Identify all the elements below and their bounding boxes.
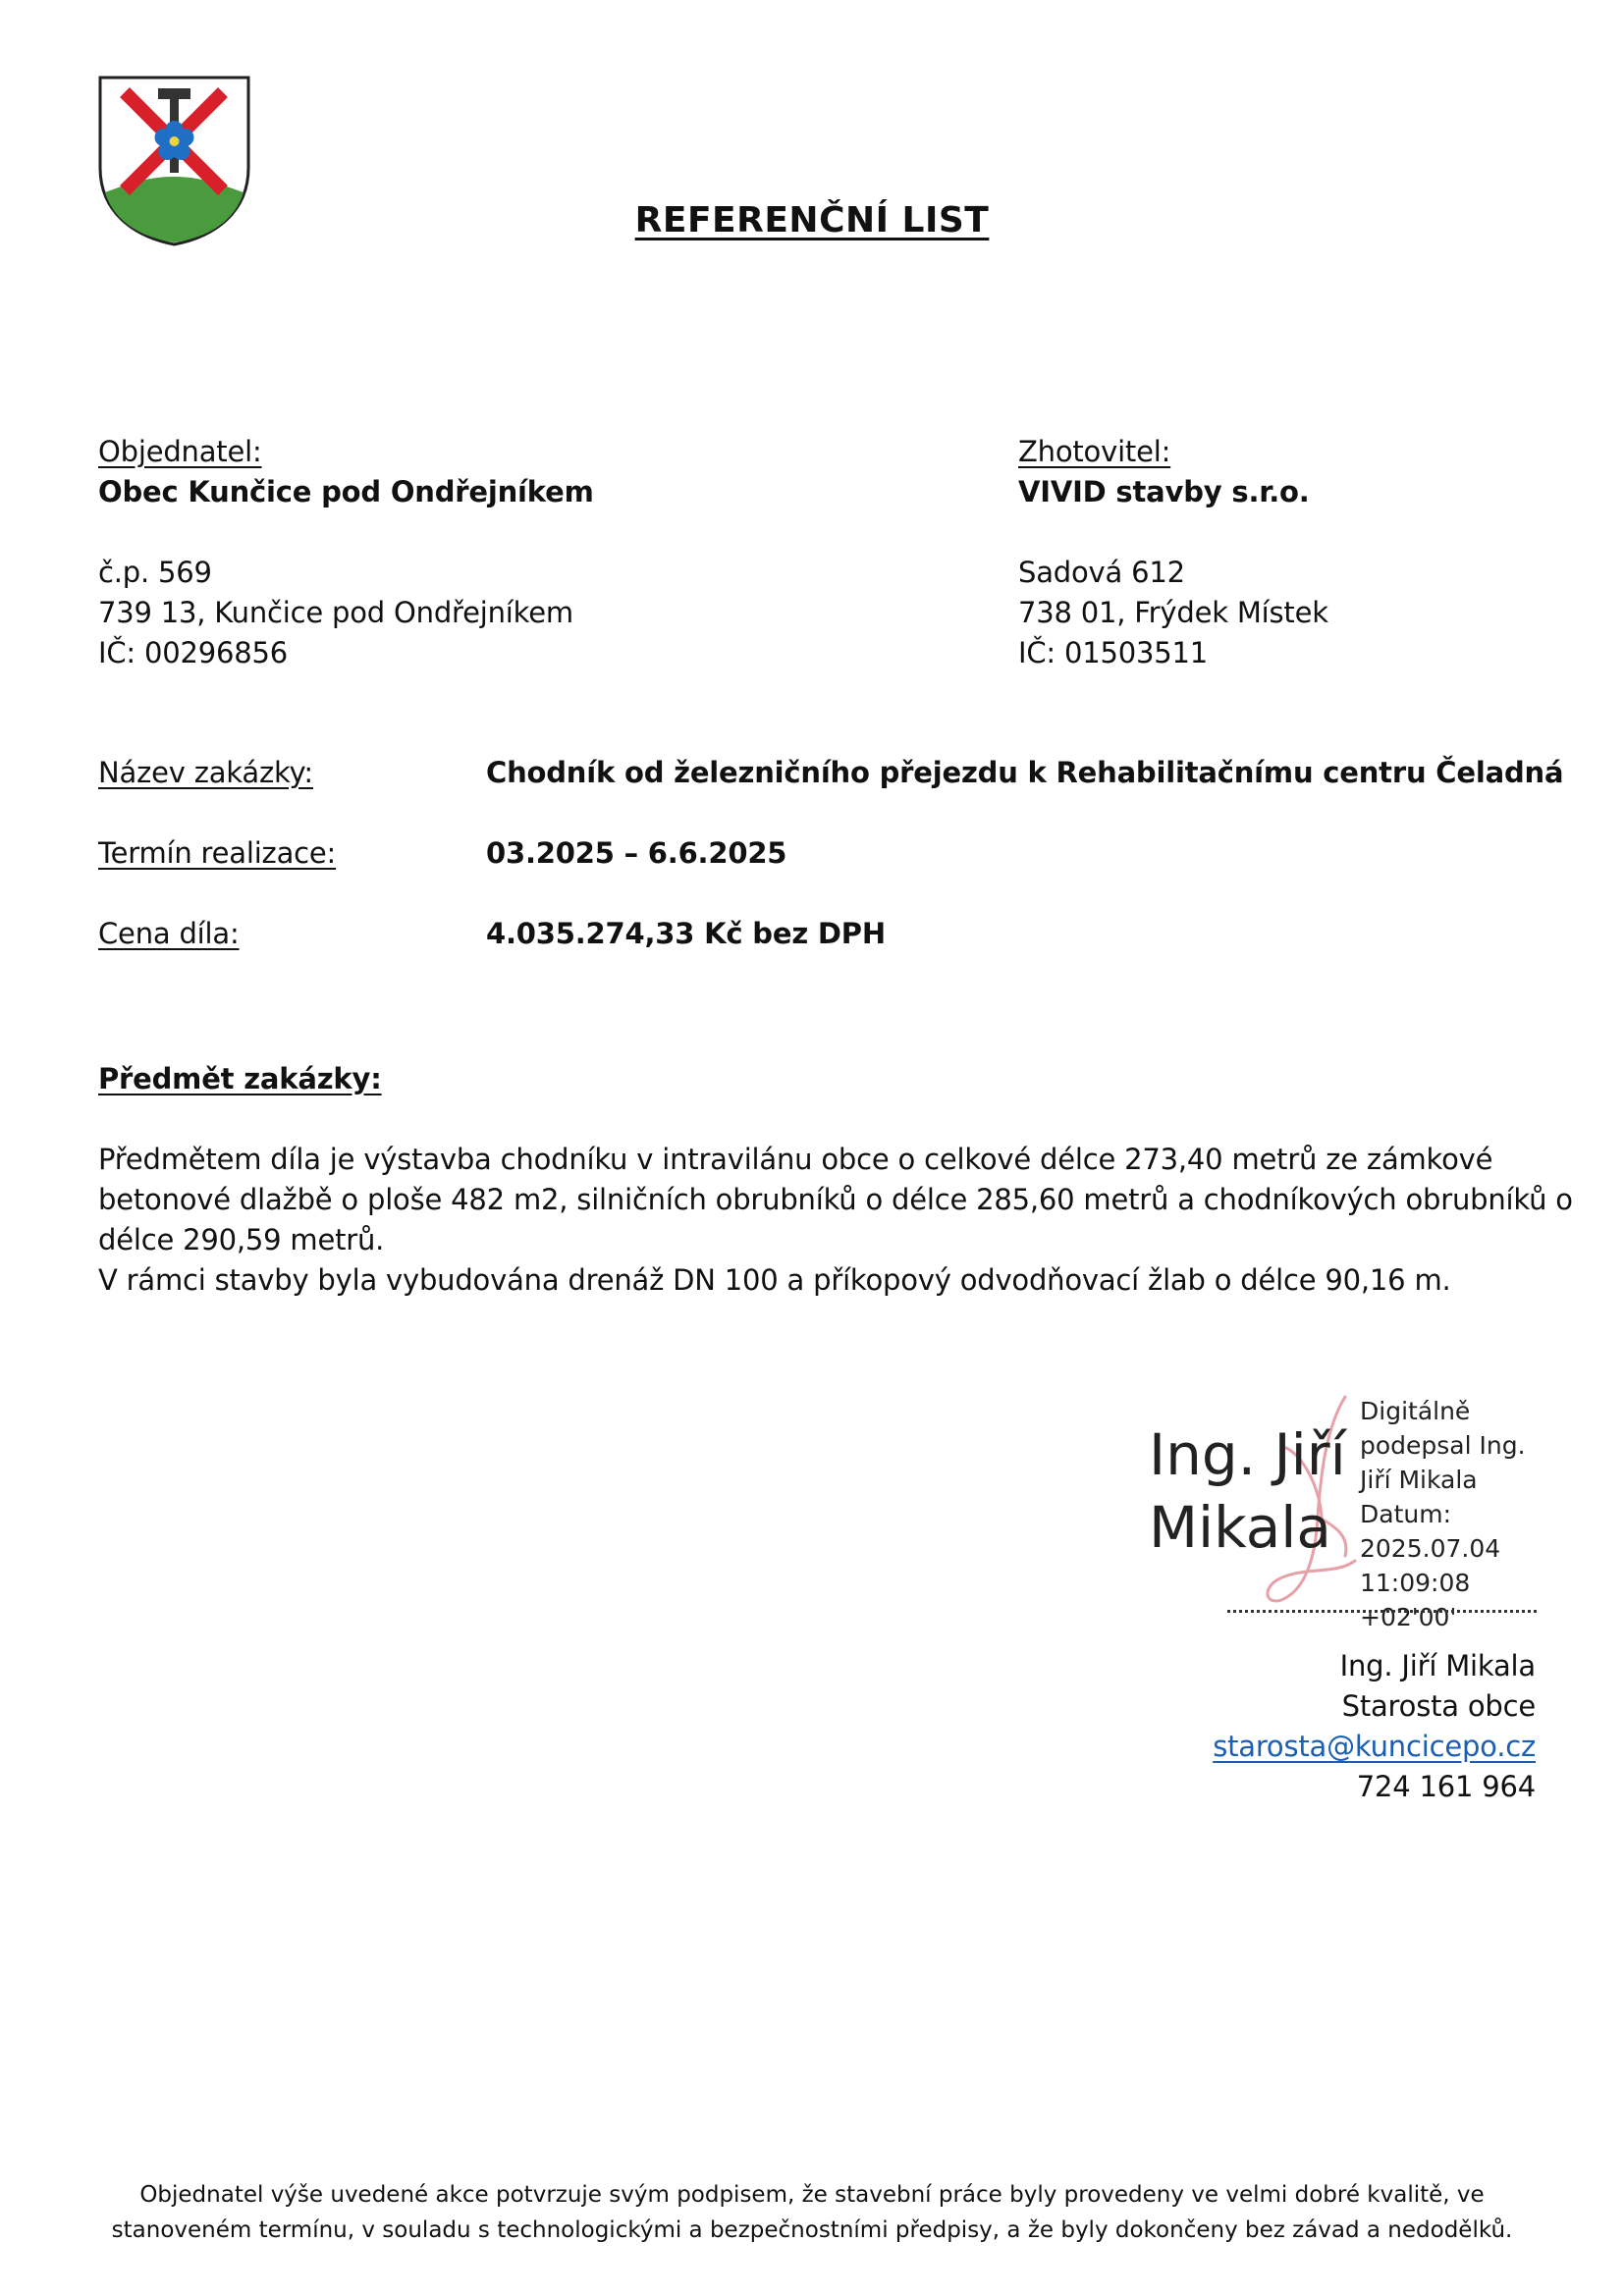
subject-line: délce 290,59 metrů.: [98, 1223, 385, 1256]
footer-note: [0, 2177, 1624, 2248]
subject-line: betonové dlažbě o ploše 482 m2, silničních obrubníků o délce 285,60 metrů a chodníkových obrubníků o: [98, 1183, 1573, 1216]
client-label: Objednatel:: [98, 435, 262, 468]
signature-dotted-line: [1227, 1610, 1537, 1613]
signature-detail-line: Jiří Mikala: [1360, 1466, 1478, 1494]
contractor-name: VIVID stavby s.r.o.: [1018, 475, 1310, 508]
contract-price-label: Cena díla:: [98, 917, 240, 950]
contractor-address-line1: Sadová 612: [1018, 556, 1185, 589]
client-address-line2: 739 13, Kunčice pod Ondřejníkem: [98, 596, 573, 629]
subject-heading: Předmět zakázky:: [98, 1062, 382, 1095]
subject-line: V rámci stavby byla vybudována drenáž DN 100 a příkopový odvodňovací žlab o délce 90,16 m.: [98, 1263, 1451, 1297]
subject-line: Předmětem díla je výstavba chodníku v intravilánu obce o celkové délce 273,40 metrů ze zámkové: [98, 1143, 1493, 1176]
contract-price-value: 4.035.274,33 Kč bez DPH: [486, 917, 886, 950]
signature-name: [1149, 1418, 1346, 1564]
document-title: REFERENČNÍ LIST: [634, 200, 990, 240]
signer-phone: 724 161 964: [1356, 1770, 1536, 1803]
signature-name-line1: Ing. Jiří: [1149, 1421, 1346, 1488]
contract-name-label: Název zakázky:: [98, 756, 313, 789]
signer-email-link[interactable]: starosta@kuncicepo.cz: [1213, 1730, 1536, 1763]
contract-name-value: Chodník od železničního přejezdu k Rehabilitačnímu centru Čeladná: [486, 756, 1564, 789]
contract-term-label: Termín realizace:: [98, 836, 337, 870]
client-ico: IČ: 00296856: [98, 636, 288, 669]
signature-detail-line: podepsal Ing.: [1360, 1431, 1526, 1460]
contractor-ico: IČ: 01503511: [1018, 636, 1208, 669]
client-name: Obec Kunčice pod Ondřejníkem: [98, 475, 594, 508]
contractor-label: Zhotovitel:: [1018, 435, 1171, 468]
client-address-line1: č.p. 569: [98, 556, 212, 589]
signer-role: Starosta obce: [1341, 1689, 1536, 1723]
signature-detail-line: 11:09:08 +02'00': [1360, 1569, 1471, 1631]
footer-line2: stanoveném termínu, v souladu s technologickými a bezpečnostními předpisy, a že byly dokončeny bez závad a nedodělků.: [111, 2217, 1513, 2243]
contract-term-value: 03.2025 – 6.6.2025: [486, 836, 787, 870]
digital-signature: [1149, 1379, 1561, 1631]
signature-details: [1360, 1394, 1561, 1634]
contractor-address-line2: 738 01, Frýdek Místek: [1018, 596, 1328, 629]
signature-name-line2: Mikala: [1149, 1494, 1331, 1561]
signature-detail-line: Digitálně: [1360, 1397, 1471, 1425]
signer-name: Ing. Jiří Mikala: [1339, 1649, 1536, 1682]
signature-detail-line: Datum:: [1360, 1500, 1451, 1528]
signature-detail-line: 2025.07.04: [1360, 1534, 1501, 1563]
footer-line1: Objednatel výše uvedené akce potvrzuje svým podpisem, že stavební práce byly provedeny ve velmi dobré kvalitě, ve: [139, 2182, 1485, 2208]
